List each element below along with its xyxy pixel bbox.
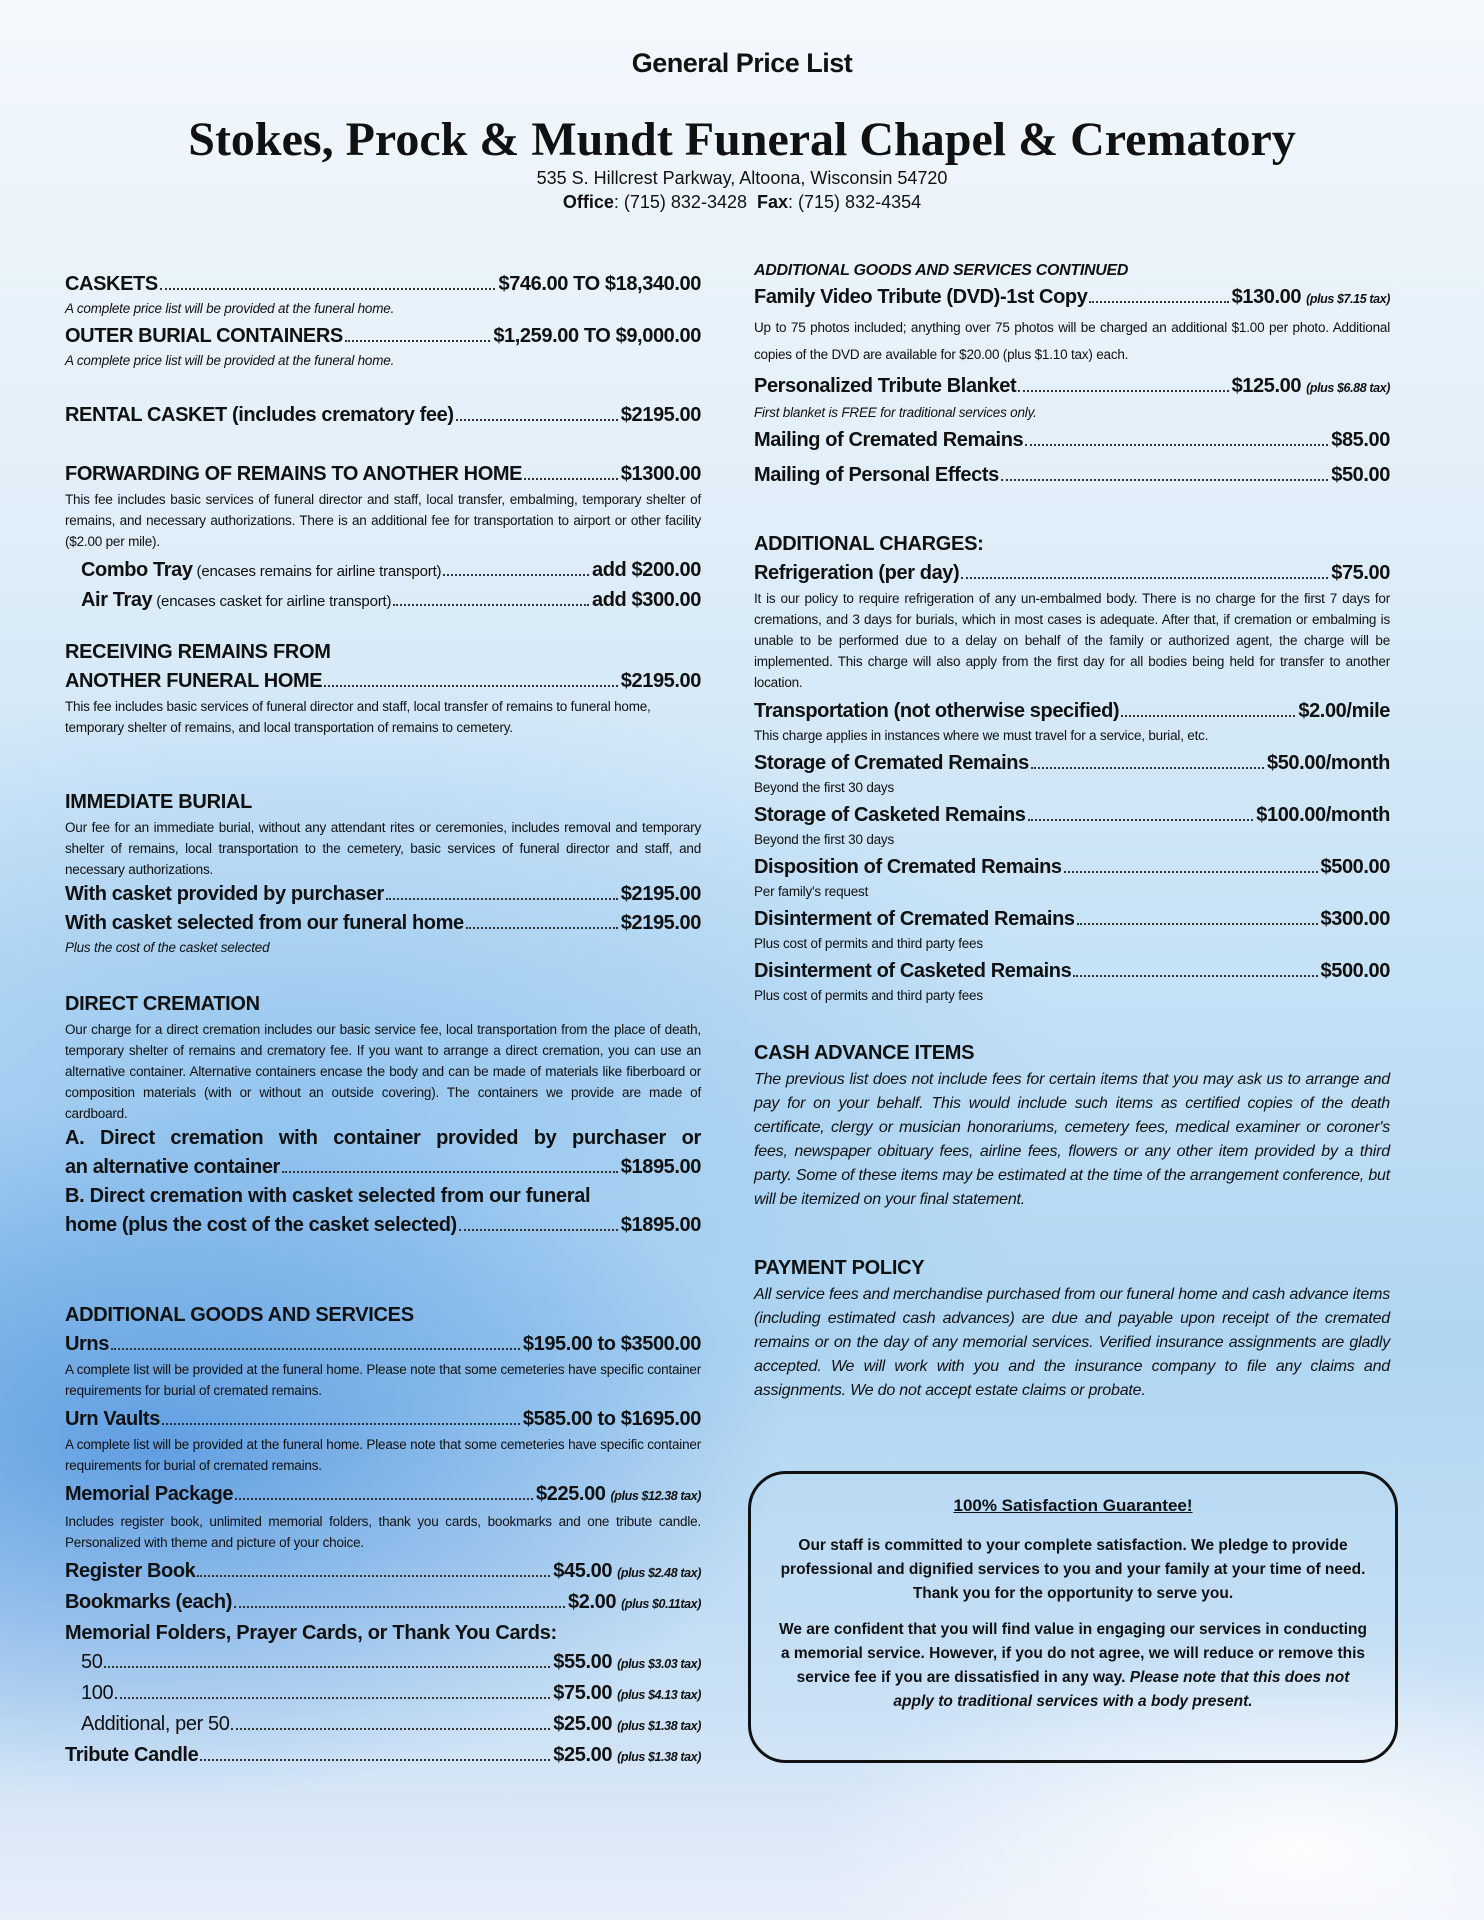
item-name-text: Disposition of Cremated Remains (754, 856, 1062, 878)
item-name-text: Disinterment of Casketed Remains (754, 960, 1072, 982)
item-price: $2.00 (568, 1591, 617, 1613)
item-name-text: an alternative container (65, 1156, 280, 1178)
item-tax: (plus $1.38 tax) (617, 1750, 701, 1764)
item-note: Beyond the first 30 days (754, 780, 895, 795)
item-price: $125.00 (1231, 375, 1302, 397)
item-name-text: RENTAL CASKET (includes crematory fee) (65, 404, 454, 426)
price-item (754, 426, 1390, 455)
item-price: $2195.00 (620, 912, 701, 934)
document-title: General Price List (631, 48, 853, 78)
item-name-text: home (plus the cost of the casket selected) (65, 1214, 457, 1236)
price-section (65, 460, 701, 616)
item-note: Plus cost of permits and third party fees (754, 988, 983, 1003)
item-price: $50.00 (1331, 464, 1390, 486)
dot-leader (1073, 975, 1317, 977)
price-item (65, 460, 701, 489)
section-description: Our charge for a direct cremation includes our basic service fee, local transportation from the place of death, temporary shelter of remains and crematory fee. If you want to arrange a direct cremation, you can use an alternative container. Alternative containers encase the body and can be made of materials like fiberboard or composition materials (with or without an outside covering). The containers we provide are made of cardboard. (65, 1022, 701, 1121)
price-item (754, 697, 1390, 726)
item-name (754, 853, 1062, 882)
dot-leader (197, 1575, 550, 1577)
item-note: Plus the cost of the casket selected (65, 940, 270, 955)
price-item (65, 401, 701, 430)
dot-leader (162, 1423, 520, 1425)
item-name (65, 270, 158, 299)
price-item (65, 1679, 701, 1710)
item-name (81, 1648, 102, 1677)
price-section (754, 533, 1390, 1009)
item-price: $500.00 (1320, 856, 1390, 878)
item-name (65, 1211, 457, 1240)
section-description: The previous list does not include fees for certain items that you may ask us to arrange and pay for on your behalf. This would include such items as certified copies of the death certificate, clergy or musician honorariums, cemetery fees, medical examiner or coroner's fees, newspaper obituary fees, airline fees, flowers or any other item provided by a third party. Some of these items may be estimated at the time of the arrangement conference, but will be itemized on your final statement. (754, 1071, 1390, 1208)
item-name-text: Personalized Tribute Blanket (754, 375, 1017, 397)
price-section (65, 1304, 701, 1772)
satisfaction-guarantee-box (748, 1471, 1398, 1763)
item-name (65, 1480, 233, 1509)
guarantee-title: 100% Satisfaction Guarantee! (953, 1496, 1193, 1515)
price-item (65, 880, 701, 909)
dot-leader (234, 1606, 565, 1608)
dot-leader (961, 577, 1328, 579)
dot-leader (1077, 923, 1318, 925)
item-tax: (plus $2.48 tax) (617, 1566, 701, 1580)
price-item (65, 1588, 701, 1619)
section-heading: ADDITIONAL GOODS AND SERVICES (65, 1304, 414, 1326)
price-item (754, 283, 1390, 314)
dot-leader (345, 340, 490, 342)
item-name-text: Bookmarks (each) (65, 1591, 232, 1613)
price-item (754, 957, 1390, 986)
item-note: This fee includes basic services of funeral director and staff, local transfer, embalming, temporary shelter of remains, and necessary authorizations. There is an additional fee for transportation to airport or other facility ($2.00 per mile). (65, 492, 701, 549)
price-item (754, 461, 1390, 490)
section-description: All service fees and merchandise purchased from our funeral home and cash advance items (including estimated cash advances) are due and payable upon receipt of the cremated remains or on the day of any memorial services. Verified insurance assignments are gladly accepted. We will work with you and the insurance company to file any claims and assignments. We do not accept estate claims or probate. (754, 1286, 1390, 1399)
item-name (65, 1405, 160, 1434)
item-name-text: Urn Vaults (65, 1408, 160, 1430)
item-name (81, 1679, 113, 1708)
dot-leader (111, 1348, 520, 1350)
price-item (65, 1741, 701, 1772)
item-name-text: Urns (65, 1333, 109, 1355)
item-price: $746.00 TO $18,340.00 (498, 273, 701, 295)
item-name (754, 749, 1029, 778)
item-note: Per family's request (754, 884, 869, 899)
item-price: $100.00/month (1256, 804, 1390, 826)
item-name-text: With casket provided by purchaser (65, 883, 384, 905)
price-item (65, 1480, 701, 1511)
price-item (754, 801, 1390, 830)
dot-leader (282, 1171, 618, 1173)
price-item (754, 905, 1390, 934)
business-name: Stokes, Prock & Mundt Funeral Chapel & Crematory (188, 113, 1296, 166)
guarantee-paragraph-1: Our staff is committed to your complete satisfaction. We pledge to provide professional and dignified services to you and your family at your time of need. Thank you for the opportunity to serve you. (780, 1537, 1366, 1602)
price-item (65, 909, 701, 938)
price-section (65, 270, 701, 374)
price-section (65, 791, 701, 961)
item-price: $130.00 (1231, 286, 1302, 308)
item-note: It is our policy to require refrigeration of any un-embalmed body. There is no charge for the first 7 days for cremations, and 3 days for burials, which in most cases is adequate. After that, if cremation or embalming is unable to be performed due to a delay on behalf of the family or authorized agent, the charge will be implemented. This charge will also apply from the first day for all bodies being held for transfer to another location. (754, 591, 1390, 690)
price-item (754, 372, 1390, 403)
price-item (65, 586, 701, 616)
item-name-text: Mailing of Cremated Remains (754, 429, 1024, 451)
item-price: $2195.00 (620, 670, 701, 692)
item-tax: (plus $12.38 tax) (610, 1489, 701, 1503)
item-name-text: 50 (81, 1651, 103, 1673)
item-name (754, 426, 1023, 455)
item-name (81, 586, 391, 616)
dot-leader (231, 1728, 550, 1730)
item-price: $50.00/month (1266, 752, 1390, 774)
item-qualifier: (encases casket for airline transport) (152, 593, 392, 610)
item-name-text: Air Tray (81, 589, 153, 611)
price-item (65, 322, 701, 351)
section-heading: ADDITIONAL CHARGES: (754, 533, 984, 555)
item-price: $75.00 (553, 1682, 613, 1704)
item-name (65, 401, 454, 430)
item-tax: (plus $4.13 tax) (617, 1688, 701, 1702)
office-label: Office (562, 192, 614, 212)
item-lead-in: B. Direct cremation with casket selected from our funeral (65, 1185, 591, 1207)
price-item (65, 1211, 701, 1240)
item-name-text: FORWARDING OF REMAINS TO ANOTHER HOME (65, 463, 523, 485)
contact-line (0, 192, 1484, 213)
section-heading: ADDITIONAL GOODS AND SERVICES CONTINUED (754, 262, 1129, 279)
item-name-text: Transportation (not otherwise specified) (754, 700, 1120, 722)
price-section (65, 993, 701, 1240)
item-name (81, 1710, 229, 1739)
fax-number: : (715) 832-4354 (788, 192, 922, 212)
guarantee-paragraph-2 (777, 1618, 1369, 1714)
item-name (65, 1557, 195, 1586)
price-item (65, 1405, 701, 1434)
item-name (754, 283, 1087, 312)
dot-leader (1001, 479, 1328, 481)
item-name (754, 905, 1075, 934)
item-name-text: Refrigeration (per day) (754, 562, 960, 584)
dot-leader (1031, 767, 1264, 769)
item-price: $25.00 (553, 1744, 613, 1766)
item-tax: (plus $3.03 tax) (617, 1657, 701, 1671)
item-note: First blanket is FREE for traditional services only. (754, 405, 1037, 420)
item-name (65, 880, 384, 909)
item-note: A complete price list will be provided at the funeral home. (65, 301, 395, 316)
price-item (65, 1153, 701, 1182)
item-note: This fee includes basic services of funeral director and staff, local transfer of remains to funeral home, temporary shelter of remains, and local transportation of remains to cemetery. (65, 699, 651, 735)
item-name-text: Family Video Tribute (DVD)-1st Copy (754, 286, 1088, 308)
item-name-text: Combo Tray (81, 559, 193, 581)
price-section (754, 262, 1390, 496)
item-price: add $200.00 (591, 559, 701, 581)
item-price: $225.00 (536, 1483, 606, 1505)
item-name-text: Mailing of Personal Effects (754, 464, 999, 486)
item-name (754, 697, 1119, 726)
item-name (65, 667, 322, 696)
section-heading: IMMEDIATE BURIAL (65, 791, 253, 813)
item-price: $1895.00 (620, 1156, 701, 1178)
section-heading: PAYMENT POLICY (754, 1257, 925, 1279)
price-item (65, 1557, 701, 1588)
dot-leader (1025, 444, 1328, 446)
item-name-text: With casket selected from our funeral home (65, 912, 464, 934)
price-item (65, 1710, 701, 1741)
item-tax: (plus $1.38 tax) (617, 1719, 701, 1733)
item-name-text: Additional, per 50 (81, 1713, 230, 1735)
item-name-text: CASKETS (65, 273, 158, 295)
dot-leader (200, 1759, 550, 1761)
item-name-text: Disinterment of Cremated Remains (754, 908, 1075, 930)
item-lead-in: Memorial Folders, Prayer Cards, or Thank You Cards: (65, 1622, 557, 1644)
item-name (754, 461, 999, 490)
item-price: $585.00 to $1695.00 (522, 1408, 701, 1430)
item-name (65, 322, 343, 351)
dot-leader (386, 898, 618, 900)
fax-label: Fax (757, 192, 789, 212)
item-name (754, 801, 1026, 830)
item-name-text: ANOTHER FUNERAL HOME (65, 670, 323, 692)
item-tax: (plus $6.88 tax) (1306, 381, 1390, 395)
dot-leader (1089, 301, 1228, 303)
item-note: Includes register book, unlimited memorial folders, thank you cards, bookmarks and one tribute candle. Personalized with theme and picture of your choice. (65, 1514, 701, 1550)
item-name (754, 957, 1071, 986)
item-name-text: Tribute Candle (65, 1744, 199, 1766)
price-item (65, 667, 701, 696)
item-name-text: Storage of Cremated Remains (754, 752, 1029, 774)
dot-leader (1064, 871, 1318, 873)
item-price: $500.00 (1320, 960, 1390, 982)
price-section (754, 1042, 1390, 1212)
item-name (754, 372, 1016, 401)
dot-leader (1121, 715, 1295, 717)
price-section (754, 1257, 1390, 1403)
price-item (754, 749, 1390, 778)
dot-leader (115, 1697, 550, 1699)
item-name (65, 1741, 198, 1770)
dot-leader (456, 419, 618, 421)
item-price: $2.00/mile (1298, 700, 1390, 722)
price-item (65, 270, 701, 299)
business-address: 535 S. Hillcrest Parkway, Altoona, Wisconsin 54720 (536, 168, 948, 188)
item-price: $1895.00 (620, 1214, 701, 1236)
dot-leader (104, 1666, 550, 1668)
item-name (65, 909, 464, 938)
item-price: $2195.00 (620, 404, 701, 426)
item-note: A complete price list will be provided at the funeral home. (65, 353, 395, 368)
office-phone: : (715) 832-3428 (613, 192, 747, 212)
price-item (65, 1648, 701, 1679)
dot-leader (466, 927, 618, 929)
dot-leader (235, 1498, 533, 1500)
item-note: Beyond the first 30 days (754, 832, 895, 847)
item-name-text: Memorial Package (65, 1483, 234, 1505)
item-price: add $300.00 (591, 589, 701, 611)
item-price: $1,259.00 TO $9,000.00 (493, 325, 701, 347)
item-qualifier: (encases remains for airline transport) (192, 563, 442, 580)
section-description: Our fee for an immediate burial, without any attendant rites or ceremonies, includes removal and temporary shelter of remains, local transportation to the cemetery, basic services of funeral director and staff, and necessary authorizations. (65, 820, 701, 877)
item-lead-in: A. Direct cremation with container provided by purchaser or (65, 1127, 701, 1149)
item-price: $75.00 (1331, 562, 1390, 584)
item-price: $1300.00 (620, 463, 701, 485)
price-item (65, 556, 701, 586)
price-section (65, 401, 701, 430)
dot-leader (459, 1229, 618, 1231)
section-heading: DIRECT CREMATION (65, 993, 260, 1015)
item-price: $55.00 (553, 1651, 613, 1673)
dot-leader (1028, 819, 1254, 821)
item-name-text: Storage of Casketed Remains (754, 804, 1026, 826)
item-price: $25.00 (553, 1713, 613, 1735)
item-price: $85.00 (1331, 429, 1390, 451)
price-item (754, 559, 1390, 588)
price-item (754, 853, 1390, 882)
item-price: $195.00 to $3500.00 (522, 1333, 701, 1355)
item-tax: (plus $0.11tax) (621, 1597, 701, 1611)
item-note: A complete list will be provided at the funeral home. Please note that some cemeteries have specific container requirements for burial of cremated remains. (65, 1362, 701, 1398)
item-tax: (plus $7.15 tax) (1306, 292, 1390, 306)
item-name (754, 559, 959, 588)
item-name-text: Register Book (65, 1560, 196, 1582)
price-section (65, 641, 701, 742)
dot-leader (393, 604, 589, 606)
item-name-text: OUTER BURIAL CONTAINERS (65, 325, 343, 347)
item-name (81, 556, 441, 586)
item-name (65, 1153, 280, 1182)
item-note: Plus cost of permits and third party fees (754, 936, 983, 951)
section-heading: RECEIVING REMAINS FROM (65, 641, 331, 663)
item-price: $300.00 (1320, 908, 1390, 930)
item-name (65, 1330, 109, 1359)
item-name-text: 100 (81, 1682, 114, 1704)
dot-leader (443, 574, 589, 576)
guarantee-exception: Please note that this does not apply to traditional services with a body present. (893, 1669, 1350, 1710)
dot-leader (1018, 390, 1228, 392)
dot-leader (324, 685, 618, 687)
item-note: Up to 75 photos included; anything over 75 photos will be charged an additional $1.00 per photo. Additional copies of the DVD are available for $20.00 (plus $1.10 tax) each. (754, 320, 1390, 362)
dot-leader (160, 288, 496, 290)
item-note: A complete list will be provided at the funeral home. Please note that some cemeteries have specific container requirements for burial of cremated remains. (65, 1437, 701, 1473)
item-price: $2195.00 (620, 883, 701, 905)
item-name (65, 1588, 232, 1617)
dot-leader (524, 478, 618, 480)
item-note: This charge applies in instances where we must travel for a service, burial, etc. (754, 728, 1209, 743)
guarantee-text: We are confident that you will find value in engaging our services in conducting a memorial service. However, if you do not agree, we will reduce or remove this service fee if you are dissatisfied in any way. (779, 1621, 1367, 1686)
price-item (65, 1330, 701, 1359)
item-name (65, 460, 522, 489)
item-price: $45.00 (553, 1560, 613, 1582)
section-heading: CASH ADVANCE ITEMS (754, 1042, 975, 1064)
